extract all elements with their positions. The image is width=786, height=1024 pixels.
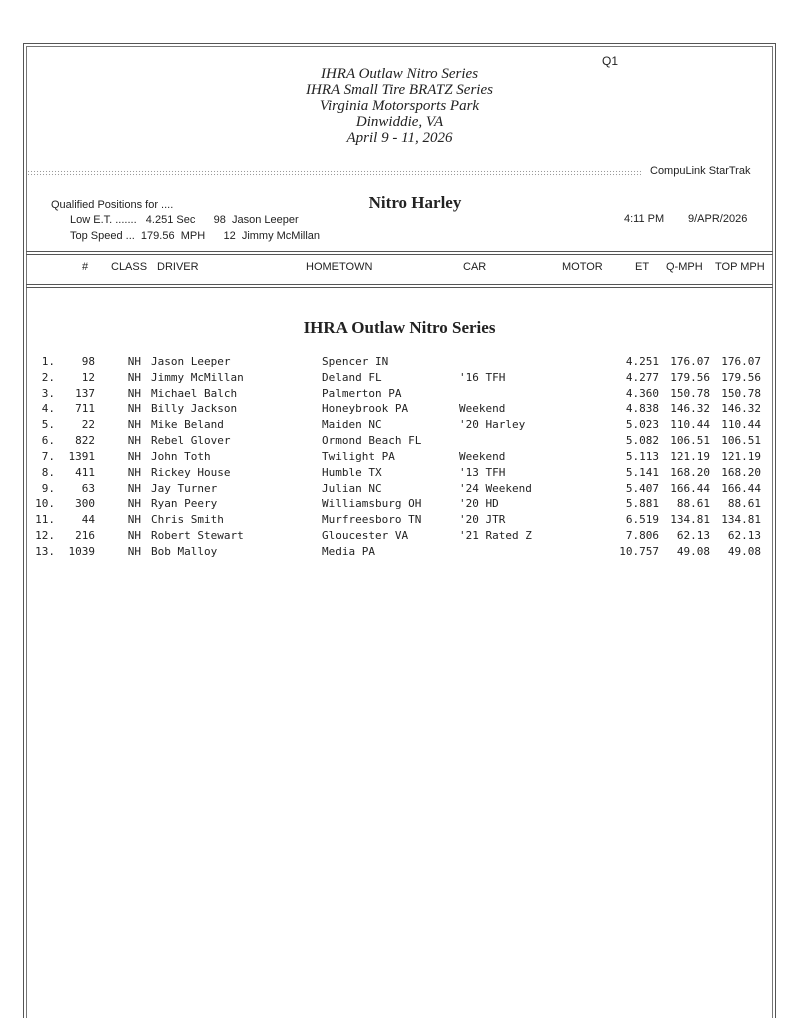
col-header-topmph: TOP MPH — [715, 261, 765, 273]
cell-car-number: 12 — [81, 370, 95, 384]
cell-hometown: Media PA — [322, 544, 375, 558]
col-header-qmph: Q-MPH — [666, 261, 703, 273]
cell-driver: Jay Turner — [151, 481, 218, 495]
cell-position: 12. — [35, 529, 55, 543]
cell-et: 7.806 — [625, 529, 659, 543]
cell-qmph: 166.44 — [670, 481, 710, 495]
cell-et: 5.113 — [625, 449, 659, 463]
event-location: Dinwiddie, VA — [355, 114, 444, 130]
header-rule-bottom-double — [26, 287, 773, 288]
cell-qmph: 62.13 — [676, 529, 710, 543]
cell-position: 13. — [35, 544, 55, 558]
cell-class: NH — [127, 370, 141, 384]
cell-driver: Jason Leeper — [151, 355, 231, 368]
table-row — [0, 481, 786, 497]
cell-qmph: 110.44 — [670, 418, 710, 432]
cell-car-number: 1039 — [68, 544, 95, 558]
cell-position: 3. — [41, 386, 55, 400]
cell-position: 1. — [41, 355, 55, 368]
cell-qmph: 168.20 — [670, 465, 710, 479]
cell-class: NH — [127, 529, 141, 543]
cell-class: NH — [127, 355, 141, 368]
cell-car: Weekend — [459, 402, 506, 416]
cell-car: '21 Rated Z — [459, 529, 532, 543]
cell-position: 2. — [41, 370, 55, 384]
cell-driver: Michael Balch — [151, 386, 238, 400]
event-venue: Virginia Motorsports Park — [319, 98, 480, 114]
cell-class: NH — [127, 434, 141, 448]
cell-topmph: 168.20 — [721, 465, 761, 479]
table-row — [0, 528, 786, 544]
col-header-car: CAR — [463, 261, 487, 273]
cell-driver: Rickey House — [151, 465, 231, 479]
col-header-et: ET — [635, 261, 650, 273]
cell-qmph: 176.07 — [670, 355, 710, 368]
low-et-line: Low E.T. ....... 4.251 Sec 98 Jason Leeper — [70, 214, 299, 226]
cell-car: '20 HD — [459, 497, 499, 511]
qualified-positions-label: Qualified Positions for .... — [51, 199, 174, 211]
timing-brand: CompuLink StarTrak — [650, 165, 751, 177]
cell-et: 5.881 — [625, 497, 659, 511]
cell-et: 4.277 — [625, 370, 659, 384]
table-row — [0, 370, 786, 386]
cell-position: 6. — [41, 434, 55, 448]
cell-qmph: 121.19 — [670, 449, 710, 463]
cell-hometown: Deland FL — [322, 370, 382, 384]
cell-car-number: 44 — [81, 513, 95, 527]
cell-class: NH — [127, 465, 141, 479]
cell-car-number: 63 — [81, 481, 95, 495]
col-header-motor: MOTOR — [562, 261, 603, 273]
cell-car-number: 822 — [75, 434, 95, 448]
cell-driver: Robert Stewart — [151, 529, 244, 543]
cell-et: 5.141 — [625, 465, 659, 479]
cell-position: 7. — [41, 449, 55, 463]
cell-topmph: 88.61 — [727, 497, 761, 511]
col-header-class: CLASS — [111, 261, 148, 273]
event-series-title: IHRA Outlaw Nitro Series — [320, 66, 479, 82]
cell-driver: Bob Malloy — [151, 544, 218, 558]
cell-qmph: 146.32 — [670, 402, 710, 416]
cell-position: 8. — [41, 465, 55, 479]
cell-et: 4.251 — [625, 355, 659, 368]
cell-topmph: 179.56 — [721, 370, 761, 384]
cell-qmph: 88.61 — [676, 497, 710, 511]
col-header-hometown: HOMETOWN — [306, 261, 373, 273]
event-subseries-title: IHRA Small Tire BRATZ Series — [306, 82, 493, 98]
cell-car: '16 TFH — [459, 370, 506, 384]
header-rule-top-double — [26, 254, 773, 255]
table-row — [0, 401, 786, 417]
header-rule-bottom — [26, 284, 773, 285]
cell-class: NH — [127, 481, 141, 495]
cell-topmph: 176.07 — [721, 355, 761, 368]
cell-topmph: 134.81 — [721, 513, 761, 527]
section-title: IHRA Outlaw Nitro Series — [303, 318, 496, 337]
table-row — [0, 449, 786, 465]
cell-qmph: 179.56 — [670, 370, 710, 384]
cell-hometown: Williamsburg OH — [322, 497, 422, 511]
cell-class: NH — [127, 544, 141, 558]
cell-qmph: 106.51 — [670, 434, 710, 448]
cell-class: NH — [127, 497, 141, 511]
results-table — [0, 354, 786, 560]
cell-position: 10. — [35, 497, 55, 511]
cell-driver: Billy Jackson — [151, 402, 238, 416]
cell-et: 4.838 — [625, 402, 659, 416]
cell-hometown: Gloucester VA — [322, 529, 409, 543]
cell-class: NH — [127, 386, 141, 400]
cell-driver: Chris Smith — [151, 513, 224, 527]
cell-et: 10.757 — [619, 544, 659, 558]
cell-topmph: 110.44 — [721, 418, 761, 432]
cell-topmph: 121.19 — [721, 449, 761, 463]
cell-class: NH — [127, 513, 141, 527]
cell-topmph: 62.13 — [727, 529, 761, 543]
cell-topmph: 106.51 — [721, 434, 761, 448]
cell-car-number: 22 — [81, 418, 95, 432]
cell-qmph: 134.81 — [670, 513, 710, 527]
table-row — [0, 496, 786, 512]
cell-position: 9. — [41, 481, 55, 495]
cell-car: Weekend — [459, 449, 506, 463]
cell-driver: John Toth — [151, 449, 211, 463]
cell-car-number: 411 — [75, 465, 95, 479]
cell-hometown: Maiden NC — [322, 418, 382, 432]
cell-car: '20 Harley — [459, 418, 526, 432]
class-title: Nitro Harley — [368, 193, 462, 212]
cell-qmph: 150.78 — [670, 386, 710, 400]
cell-position: 5. — [41, 418, 55, 432]
cell-car: '24 Weekend — [459, 481, 532, 495]
cell-car-number: 711 — [75, 402, 95, 416]
table-row — [0, 433, 786, 449]
cell-topmph: 150.78 — [721, 386, 761, 400]
cell-et: 5.407 — [625, 481, 659, 495]
cell-car-number: 216 — [75, 529, 95, 543]
cell-car-number: 1391 — [68, 449, 95, 463]
table-row — [0, 386, 786, 402]
sheet-code: Q1 — [602, 54, 619, 68]
cell-car-number: 98 — [81, 355, 95, 368]
col-header-driver: DRIVER — [157, 261, 199, 273]
event-dates: April 9 - 11, 2026 — [346, 130, 453, 146]
cell-hometown: Honeybrook PA — [322, 402, 409, 416]
header-rule-top — [26, 251, 773, 252]
cell-topmph: 166.44 — [721, 481, 761, 495]
cell-hometown: Palmerton PA — [322, 386, 402, 400]
report-date: 9/APR/2026 — [688, 213, 748, 225]
event-header — [26, 66, 773, 146]
cell-et: 4.360 — [625, 386, 659, 400]
cell-driver: Ryan Peery — [151, 497, 218, 511]
top-speed-line: Top Speed ... 179.56 MPH 12 Jimmy McMillan — [70, 230, 321, 242]
cell-hometown: Murfreesboro TN — [322, 513, 422, 527]
table-row — [0, 544, 786, 560]
cell-position: 11. — [35, 513, 55, 527]
cell-hometown: Spencer IN — [322, 355, 389, 368]
cell-car-number: 137 — [75, 386, 95, 400]
dotted-divider — [27, 170, 641, 177]
table-row — [0, 512, 786, 528]
cell-et: 5.082 — [625, 434, 659, 448]
cell-et: 6.519 — [625, 513, 659, 527]
report-time: 4:11 PM — [624, 213, 665, 225]
col-header-number: # — [82, 261, 89, 273]
cell-position: 4. — [41, 402, 55, 416]
table-row — [0, 465, 786, 481]
cell-hometown: Ormond Beach FL — [322, 434, 422, 448]
cell-driver: Mike Beland — [151, 418, 224, 432]
cell-topmph: 49.08 — [727, 544, 761, 558]
cell-driver: Jimmy McMillan — [151, 370, 244, 384]
cell-hometown: Twilight PA — [322, 449, 395, 463]
cell-class: NH — [127, 402, 141, 416]
cell-driver: Rebel Glover — [151, 434, 231, 448]
cell-car-number: 300 — [75, 497, 95, 511]
table-row — [0, 354, 786, 370]
table-row — [0, 417, 786, 433]
cell-topmph: 146.32 — [721, 402, 761, 416]
cell-qmph: 49.08 — [676, 544, 710, 558]
cell-class: NH — [127, 418, 141, 432]
cell-car: '13 TFH — [459, 465, 506, 479]
cell-car: '20 JTR — [459, 513, 506, 527]
cell-hometown: Humble TX — [322, 465, 382, 479]
cell-class: NH — [127, 449, 141, 463]
cell-et: 5.023 — [625, 418, 659, 432]
cell-hometown: Julian NC — [322, 481, 382, 495]
